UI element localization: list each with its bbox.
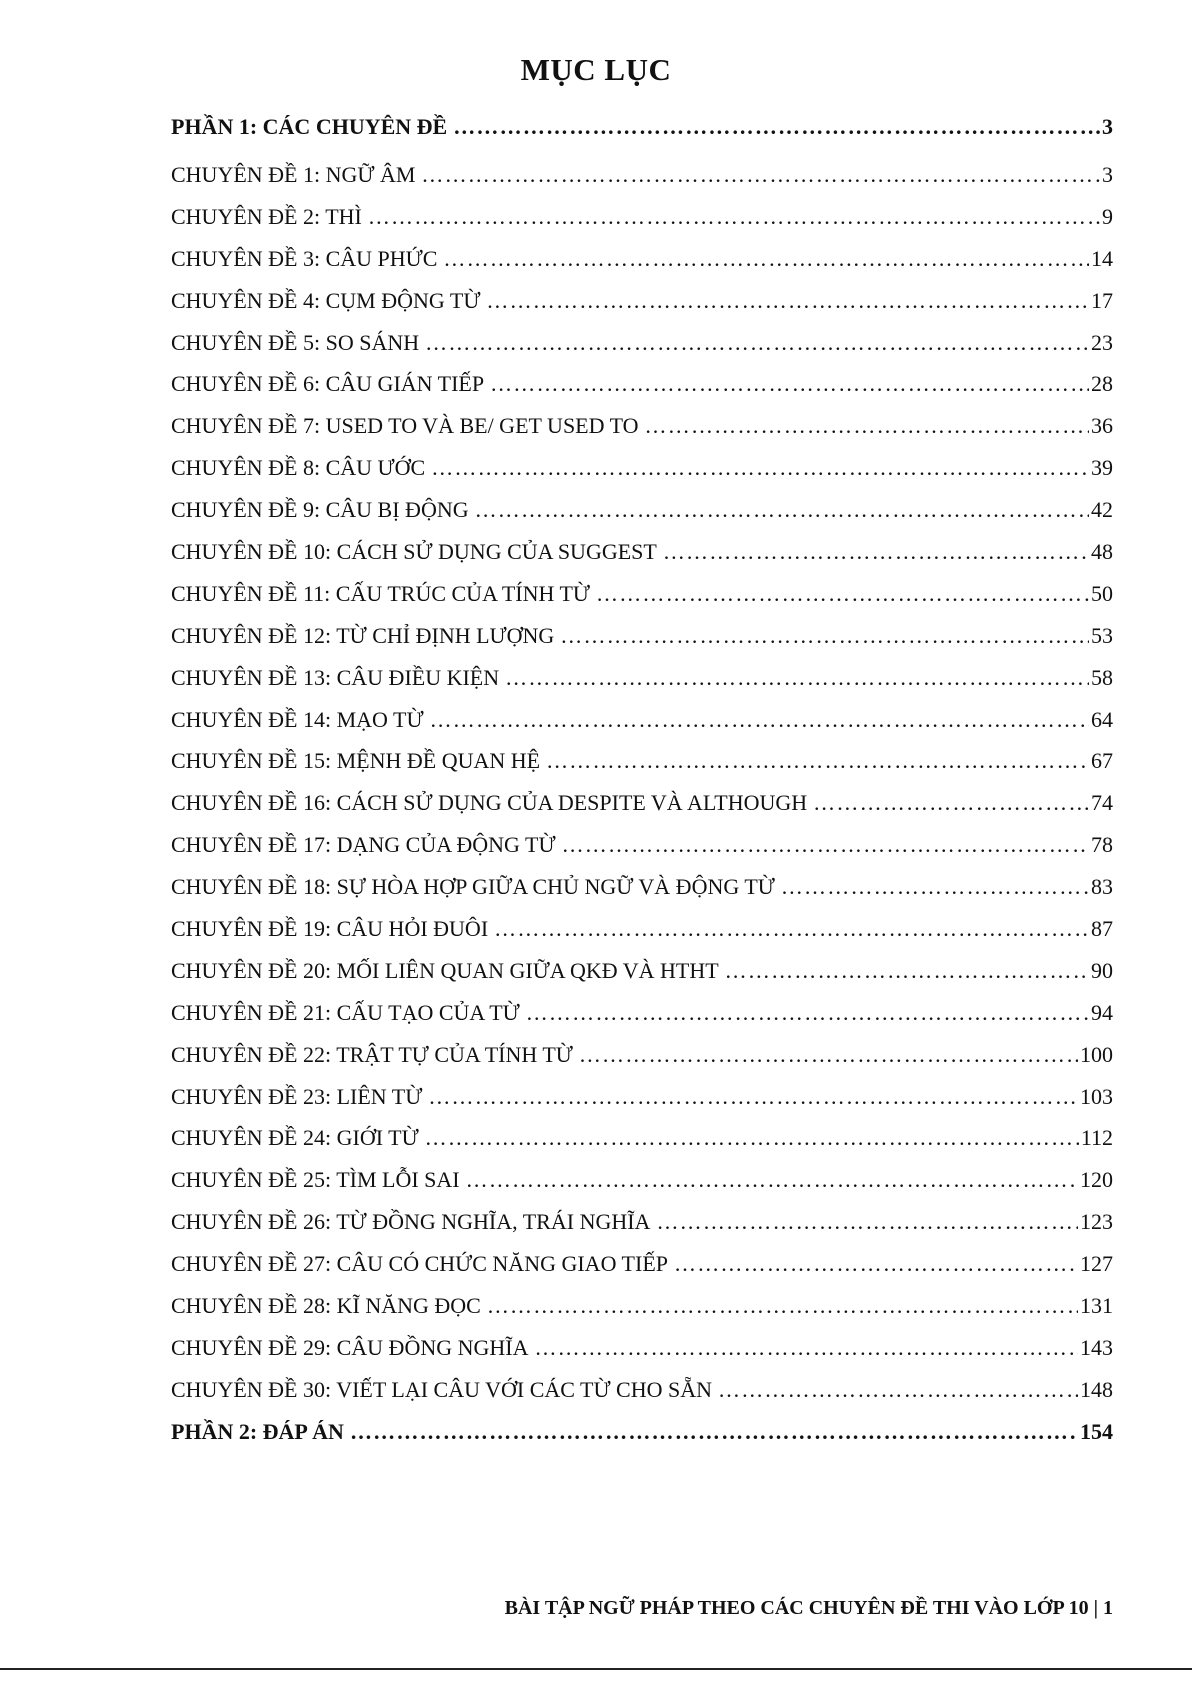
toc-dot-leader bbox=[656, 1209, 1078, 1235]
toc-page-number: 58 bbox=[1091, 664, 1113, 690]
toc-dot-leader bbox=[526, 1000, 1089, 1026]
toc-entry bbox=[171, 1167, 1113, 1209]
toc-part-entry bbox=[171, 114, 1113, 162]
toc-page-number: 42 bbox=[1091, 497, 1113, 523]
toc-dot-leader bbox=[645, 413, 1089, 439]
toc-entry bbox=[171, 1209, 1113, 1251]
toc-dot-leader bbox=[466, 1167, 1078, 1193]
toc-entry bbox=[171, 162, 1113, 204]
toc-page-number: 17 bbox=[1091, 287, 1113, 313]
toc-page-number: 74 bbox=[1091, 790, 1113, 816]
toc-page-number: 87 bbox=[1091, 916, 1113, 942]
toc-entry-label: CHUYÊN ĐỀ 1: NGỮ ÂM bbox=[171, 162, 416, 187]
toc-entry-label: CHUYÊN ĐỀ 23: LIÊN TỪ bbox=[171, 1083, 423, 1109]
toc-page-number: 39 bbox=[1091, 455, 1113, 481]
toc-page-number: 103 bbox=[1080, 1083, 1113, 1109]
toc-dot-leader bbox=[725, 958, 1089, 984]
toc-entry bbox=[171, 1000, 1113, 1042]
toc-dot-leader bbox=[431, 455, 1089, 481]
toc-entry bbox=[171, 497, 1113, 539]
toc-entry-label: CHUYÊN ĐỀ 16: CÁCH SỬ DỤNG CỦA DESPITE VÀ ALTHOUGH bbox=[171, 790, 808, 816]
toc-page-number: 36 bbox=[1091, 413, 1113, 439]
toc-entry bbox=[171, 413, 1113, 455]
toc-dot-leader bbox=[486, 288, 1089, 314]
toc-page-number: 127 bbox=[1080, 1251, 1113, 1277]
toc-dot-leader bbox=[781, 874, 1089, 900]
toc-entry-label: CHUYÊN ĐỀ 17: DẠNG CỦA ĐỘNG TỪ bbox=[171, 832, 556, 858]
toc-entry bbox=[171, 204, 1113, 246]
toc-dot-leader bbox=[579, 1042, 1078, 1068]
toc-entry bbox=[171, 707, 1113, 749]
toc-dot-leader bbox=[813, 790, 1089, 816]
toc-page-number: 120 bbox=[1080, 1167, 1113, 1193]
toc-entry-label: CHUYÊN ĐỀ 18: SỰ HÒA HỢP GIỮA CHỦ NGỮ VÀ ĐỘNG TỪ bbox=[171, 874, 775, 900]
toc-dot-leader bbox=[718, 1377, 1078, 1403]
toc-dot-leader bbox=[443, 246, 1089, 272]
toc-entry-label: CHUYÊN ĐỀ 2: THÌ bbox=[171, 203, 362, 229]
toc-entry-label: CHUYÊN ĐỀ 9: CÂU BỊ ĐỘNG bbox=[171, 497, 469, 523]
toc-entry bbox=[171, 288, 1113, 330]
toc-entry bbox=[171, 455, 1113, 497]
toc-entry-label: CHUYÊN ĐỀ 24: GIỚI TỪ bbox=[171, 1125, 419, 1151]
toc-dot-leader bbox=[487, 1293, 1078, 1319]
toc-entry bbox=[171, 1042, 1113, 1084]
toc-entry-label: CHUYÊN ĐỀ 30: VIẾT LẠI CÂU VỚI CÁC TỪ CHO SẴN bbox=[171, 1376, 713, 1402]
toc-page-number: 154 bbox=[1080, 1418, 1113, 1444]
toc-part-entry bbox=[171, 1419, 1113, 1463]
toc-entry-label: CHUYÊN ĐỀ 20: MỐI LIÊN QUAN GIỮA QKĐ VÀ HTHT bbox=[171, 957, 719, 983]
toc-page-number: 23 bbox=[1091, 329, 1113, 355]
toc-entry bbox=[171, 958, 1113, 1000]
toc-entry bbox=[171, 330, 1113, 372]
toc-dot-leader bbox=[505, 665, 1089, 691]
toc-page-number: 67 bbox=[1091, 748, 1113, 774]
toc-entry-label: CHUYÊN ĐỀ 10: CÁCH SỬ DỤNG CỦA SUGGEST bbox=[171, 539, 657, 565]
toc-entry-label: PHẦN 1: CÁC CHUYÊN ĐỀ bbox=[171, 114, 448, 139]
toc-page-number: 28 bbox=[1091, 371, 1113, 397]
toc-entry-label: CHUYÊN ĐỀ 21: CẤU TẠO CỦA TỪ bbox=[171, 999, 520, 1025]
toc-entry-label: CHUYÊN ĐỀ 12: TỪ CHỈ ĐỊNH LƯỢNG bbox=[171, 622, 555, 648]
toc-entry bbox=[171, 246, 1113, 288]
toc-page-number: 3 bbox=[1102, 114, 1113, 139]
toc-entry-label: CHUYÊN ĐỀ 22: TRẬT TỰ CỦA TÍNH TỪ bbox=[171, 1041, 573, 1067]
toc-page-number: 83 bbox=[1091, 874, 1113, 900]
toc-entry bbox=[171, 874, 1113, 916]
toc-entry-label: CHUYÊN ĐỀ 13: CÂU ĐIỀU KIỆN bbox=[171, 664, 500, 690]
toc-entry bbox=[171, 665, 1113, 707]
toc-list bbox=[171, 114, 1113, 1463]
toc-page-number: 50 bbox=[1091, 580, 1113, 606]
toc-page-number: 100 bbox=[1080, 1041, 1113, 1067]
toc-dot-leader bbox=[350, 1419, 1078, 1445]
toc-dot-leader bbox=[425, 1125, 1079, 1151]
toc-entry-label: CHUYÊN ĐỀ 7: USED TO VÀ BE/ GET USED TO bbox=[171, 413, 639, 439]
toc-dot-leader bbox=[534, 1335, 1078, 1361]
toc-entry bbox=[171, 1251, 1113, 1293]
toc-page-number: 148 bbox=[1080, 1376, 1113, 1402]
toc-entry bbox=[171, 748, 1113, 790]
toc-entry-label: CHUYÊN ĐỀ 14: MẠO TỪ bbox=[171, 706, 424, 732]
toc-entry bbox=[171, 581, 1113, 623]
page-footer: BÀI TẬP NGỮ PHÁP THEO CÁC CHUYÊN ĐỀ THI VÀO LỚP 10 | 1 bbox=[504, 1597, 1113, 1619]
toc-title: MỤC LỤC bbox=[520, 52, 672, 87]
toc-entry bbox=[171, 916, 1113, 958]
toc-page-number: 143 bbox=[1080, 1334, 1113, 1360]
toc-dot-leader bbox=[425, 330, 1089, 356]
toc-entry-label: CHUYÊN ĐỀ 19: CÂU HỎI ĐUÔI bbox=[171, 916, 489, 942]
toc-page-number: 64 bbox=[1091, 706, 1113, 732]
toc-dot-leader bbox=[430, 707, 1089, 733]
toc-page-number: 53 bbox=[1091, 622, 1113, 648]
toc-dot-leader bbox=[546, 748, 1089, 774]
toc-page-number: 90 bbox=[1091, 957, 1113, 983]
toc-entry bbox=[171, 1125, 1113, 1167]
toc-dot-leader bbox=[453, 114, 1100, 140]
toc-dot-leader bbox=[475, 497, 1089, 523]
toc-entry bbox=[171, 539, 1113, 581]
toc-entry-label: CHUYÊN ĐỀ 29: CÂU ĐỒNG NGHĨA bbox=[171, 1334, 529, 1360]
toc-entry-label: CHUYÊN ĐỀ 27: CÂU CÓ CHỨC NĂNG GIAO TIẾP bbox=[171, 1251, 668, 1277]
toc-page-number: 9 bbox=[1102, 203, 1113, 229]
toc-dot-leader bbox=[368, 204, 1100, 230]
toc-entry-label: CHUYÊN ĐỀ 8: CÂU ƯỚC bbox=[171, 455, 426, 481]
toc-entry bbox=[171, 790, 1113, 832]
toc-page-number: 78 bbox=[1091, 832, 1113, 858]
toc-entry-label: CHUYÊN ĐỀ 28: KĨ NĂNG ĐỌC bbox=[171, 1293, 481, 1319]
toc-dot-leader bbox=[428, 1084, 1078, 1110]
toc-entry-label: CHUYÊN ĐỀ 11: CẤU TRÚC CỦA TÍNH TỪ bbox=[171, 580, 590, 606]
toc-entry-label: PHẦN 2: ĐÁP ÁN bbox=[171, 1418, 344, 1444]
toc-dot-leader bbox=[674, 1251, 1078, 1277]
toc-page-number: 123 bbox=[1080, 1209, 1113, 1235]
toc-page-number: 48 bbox=[1091, 539, 1113, 565]
toc-entry-label: CHUYÊN ĐỀ 26: TỪ ĐỒNG NGHĨA, TRÁI NGHĨA bbox=[171, 1209, 651, 1235]
toc-dot-leader bbox=[560, 623, 1089, 649]
toc-entry bbox=[171, 1377, 1113, 1419]
toc-entry-label: CHUYÊN ĐỀ 4: CỤM ĐỘNG TỪ bbox=[171, 287, 481, 313]
toc-entry bbox=[171, 623, 1113, 665]
toc-entry-label: CHUYÊN ĐỀ 15: MỆNH ĐỀ QUAN HỆ bbox=[171, 748, 541, 774]
toc-page-number: 3 bbox=[1102, 162, 1113, 187]
toc-entry-label: CHUYÊN ĐỀ 25: TÌM LỖI SAI bbox=[171, 1167, 460, 1193]
toc-entry-label: CHUYÊN ĐỀ 3: CÂU PHỨC bbox=[171, 245, 438, 271]
toc-entry bbox=[171, 1335, 1113, 1377]
toc-dot-leader bbox=[494, 916, 1089, 942]
toc-dot-leader bbox=[490, 371, 1089, 397]
toc-entry bbox=[171, 1293, 1113, 1335]
toc-page-number: 14 bbox=[1091, 245, 1113, 271]
toc-page-number: 131 bbox=[1080, 1293, 1113, 1319]
toc-entry bbox=[171, 832, 1113, 874]
toc-entry-label: CHUYÊN ĐỀ 5: SO SÁNH bbox=[171, 329, 420, 355]
toc-entry-label: CHUYÊN ĐỀ 6: CÂU GIÁN TIẾP bbox=[171, 371, 485, 397]
toc-page-number: 94 bbox=[1091, 999, 1113, 1025]
toc-dot-leader bbox=[596, 581, 1089, 607]
toc-page-number: 112 bbox=[1080, 1125, 1113, 1151]
toc-dot-leader bbox=[663, 539, 1089, 565]
toc-dot-leader bbox=[421, 162, 1100, 188]
page-bottom-rule bbox=[0, 1668, 1192, 1670]
toc-dot-leader bbox=[562, 832, 1089, 858]
toc-entry bbox=[171, 371, 1113, 413]
toc-entry bbox=[171, 1084, 1113, 1126]
